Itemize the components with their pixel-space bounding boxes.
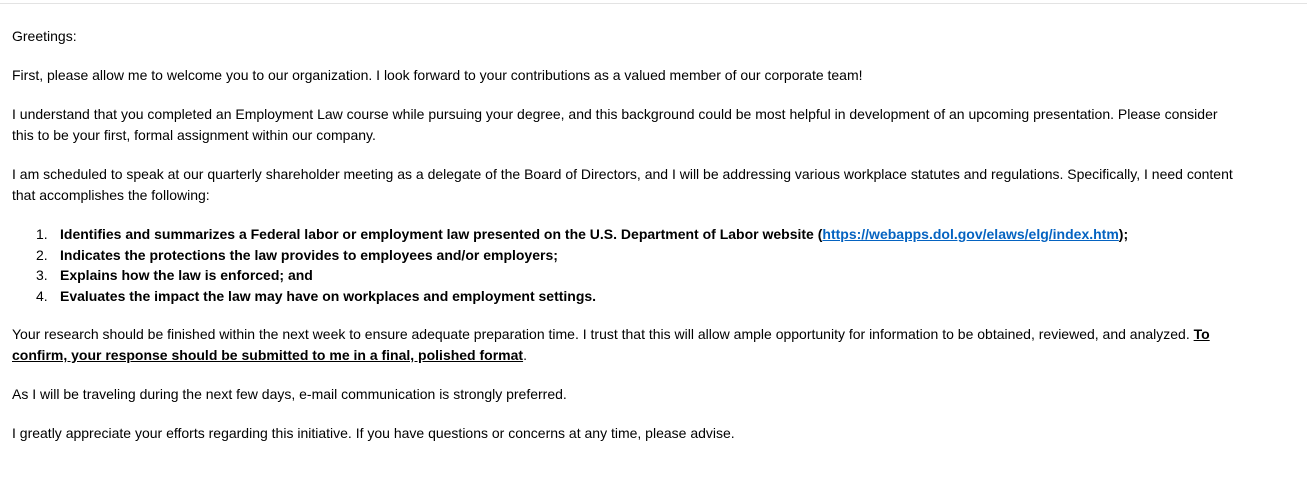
deadline-period: .: [523, 347, 527, 363]
travel-paragraph: As I will be traveling during the next few days, e-mail communication is strongly preferred.: [12, 386, 567, 402]
meeting-line-1: I am scheduled to speak at our quarterly shareholder meeting as a delegate of the Board of Directors, and I will be addressing various workplace statutes and regulations. Specifically, I need content: [12, 166, 1233, 182]
requirement-text: Indicates the protections the law provides to employees and/or employers;: [60, 246, 558, 263]
assignment-paragraph: [12, 104, 1300, 146]
closing-paragraph: I greatly appreciate your efforts regarding this initiative. If you have questions or concerns at any time, please advise.: [12, 425, 735, 441]
requirement-number: 3.: [36, 267, 48, 283]
meeting-paragraph: [12, 164, 1300, 206]
deadline-text: Your research should be finished within the next week to ensure adequate preparation time. I trust that this will allow ample opportunity for information to be obtained, reviewed, and analyzed.: [12, 326, 1194, 342]
deadline-line-1: [12, 324, 1300, 345]
requirements-list: [12, 224, 1300, 306]
deadline-emphasis: confirm, your response should be submitted to me in a final, polished format: [12, 347, 524, 363]
top-divider: [0, 3, 1307, 4]
assignment-line-1: I understand that you completed an Employment Law course while pursuing your degree, and this background could be most helpful in development of an upcoming presentation. Please consider: [12, 106, 1218, 122]
assignment-line-2: this to be your first, formal assignment within our company.: [12, 127, 376, 143]
deadline-emphasis-start: To: [1193, 326, 1210, 342]
requirement-text-end: );: [1118, 226, 1129, 242]
requirement-item-4: [12, 286, 1300, 307]
meeting-line-2: that accomplishes the following:: [12, 187, 210, 203]
dol-website-link[interactable]: https://webapps.dol.gov/elaws/elg/index.htm: [822, 226, 1119, 242]
requirement-text: Evaluates the impact the law may have on workplaces and employment settings.: [60, 287, 597, 304]
requirement-number: 1.: [36, 226, 48, 242]
welcome-paragraph: First, please allow me to welcome you to our organization. I look forward to your contributions as a valued member of our corporate team!: [12, 67, 863, 83]
requirement-item-2: [12, 245, 1300, 266]
requirement-text: Identifies and summarizes a Federal labor or employment law presented on the U.S. Department of Labor website (: [60, 226, 823, 242]
requirement-item-3: [12, 265, 1300, 286]
greeting-paragraph: Greetings:: [12, 28, 77, 44]
email-body: [12, 26, 1300, 462]
requirement-item-1: [12, 224, 1300, 245]
requirement-number: 4.: [36, 287, 48, 304]
deadline-line-2: [12, 345, 1300, 366]
requirement-text: Explains how the law is enforced; and: [60, 267, 313, 283]
deadline-paragraph: [12, 324, 1300, 366]
requirement-number: 2.: [36, 246, 48, 263]
